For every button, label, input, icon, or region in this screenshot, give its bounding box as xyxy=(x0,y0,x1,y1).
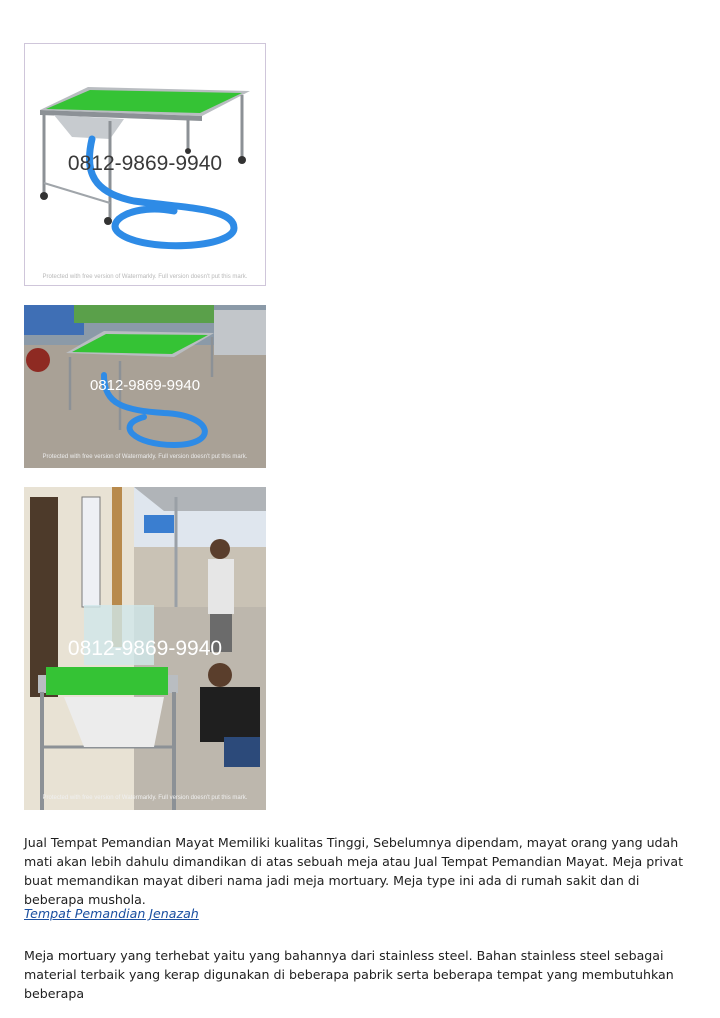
article-link[interactable]: Tempat Pemandian Jenazah xyxy=(24,906,199,921)
watermark-text: Protected with free version of Watermarkly. Full version doesn't put this mark. xyxy=(42,454,248,460)
watermark-text: Protected with free version of Watermarkly. Full version doesn't put this mark. xyxy=(42,274,248,280)
watermark-text: Protected with free version of Watermarkly. Full version doesn't put this mark. xyxy=(42,795,248,801)
product-photo-1 xyxy=(24,43,266,286)
phone-number-overlay: 0812-9869-9940 xyxy=(89,377,201,394)
phone-number-overlay: 0812-9869-9940 xyxy=(67,637,223,660)
article-paragraph-1: Jual Tempat Pemandian Mayat Memiliki kualitas Tinggi, Sebelumnya dipendam, mayat orang yang udah mati akan lebih dahulu dimandikan di atas sebuah meja atau Jual Tempat Pemandian Mayat. Meja privat buat memandikan mayat diberi nama jadi meja mortuary. Meja type ini ada di rumah sakit dan di beberapa mushola. xyxy=(24,835,684,907)
product-photo-3 xyxy=(24,487,266,810)
phone-number-overlay: 0812-9869-9940 xyxy=(67,152,223,175)
product-photo-2 xyxy=(24,305,266,468)
article-paragraph-2: Meja mortuary yang terhebat yaitu yang bahannya dari stainless steel. Bahan stainless steel sebagai material terbaik yang kerap digunakan di beberapa pabrik serta beberapa tempat yang membutuhkan beberapa xyxy=(24,948,674,1001)
